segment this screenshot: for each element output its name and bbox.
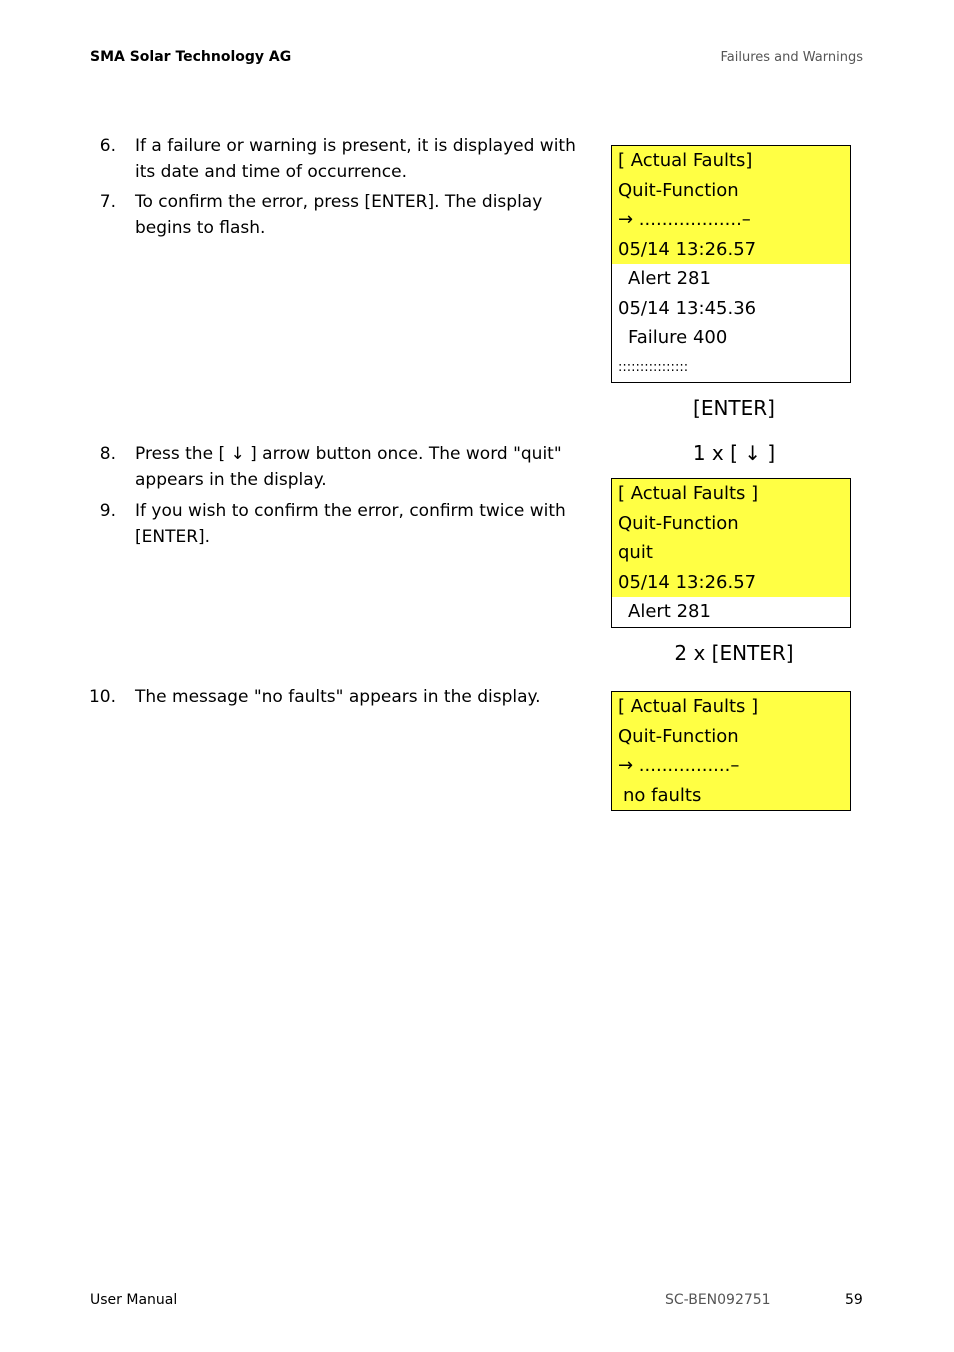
step-number: 6. (99, 136, 116, 156)
caption-enter: [ENTER] (693, 396, 775, 420)
footer-doc-id: SC-BEN092751 (665, 1292, 771, 1308)
display-panel-no-faults (611, 691, 851, 811)
header-company: SMA Solar Technology AG (90, 49, 292, 65)
display-panel-quit (611, 478, 851, 628)
display-menu-label: Quit-Function (612, 722, 850, 752)
display-menu-label: Quit-Function (612, 509, 850, 539)
display-title: [ Actual Faults ] (612, 479, 850, 509)
display-alert: Alert 281 (628, 268, 711, 289)
display-cursor-line: → ................– (612, 751, 850, 781)
display-panel-faults-list (611, 145, 851, 383)
step-text: If a failure or warning is present, it is displayed with its date and time of occurrence. (135, 136, 576, 182)
display-failure: Failure 400 (628, 327, 728, 348)
step-number: 10. (88, 687, 116, 707)
step-text: If you wish to confirm the error, confirm twice with [ENTER]. (135, 501, 566, 547)
display-timestamp: 05/14 13:45.36 (618, 297, 757, 319)
display-cursor-line: → ..................– (612, 205, 850, 235)
display-more-indicator: :::::::::::::::: (618, 359, 689, 375)
step-text: The message "no faults" appears in the display. (135, 687, 541, 707)
step-number: 9. (99, 501, 116, 521)
display-no-faults: no faults (612, 781, 850, 811)
display-menu-label: Quit-Function (612, 176, 850, 206)
step-number: 8. (99, 444, 116, 464)
footer-page-number: 59 (845, 1292, 863, 1308)
display-timestamp: 05/14 13:26.57 (612, 235, 850, 265)
step-number: 7. (99, 192, 116, 212)
step-text: To confirm the error, press [ENTER]. The display begins to flash. (135, 192, 543, 238)
caption-enter-twice: 2 x [ENTER] (674, 641, 794, 665)
footer-doc-type: User Manual (90, 1292, 178, 1308)
caption-down-once: 1 x [ ↓ ] (692, 441, 776, 465)
display-alert: Alert 281 (628, 601, 711, 622)
display-quit-line: quit (612, 538, 850, 568)
display-title: [ Actual Faults] (612, 146, 850, 176)
header-section-title: Failures and Warnings (720, 50, 863, 65)
step-text: Press the [ ↓ ] arrow button once. The word "quit" appears in the display. (135, 444, 562, 490)
display-title: [ Actual Faults ] (612, 692, 850, 722)
display-timestamp: 05/14 13:26.57 (612, 568, 850, 598)
